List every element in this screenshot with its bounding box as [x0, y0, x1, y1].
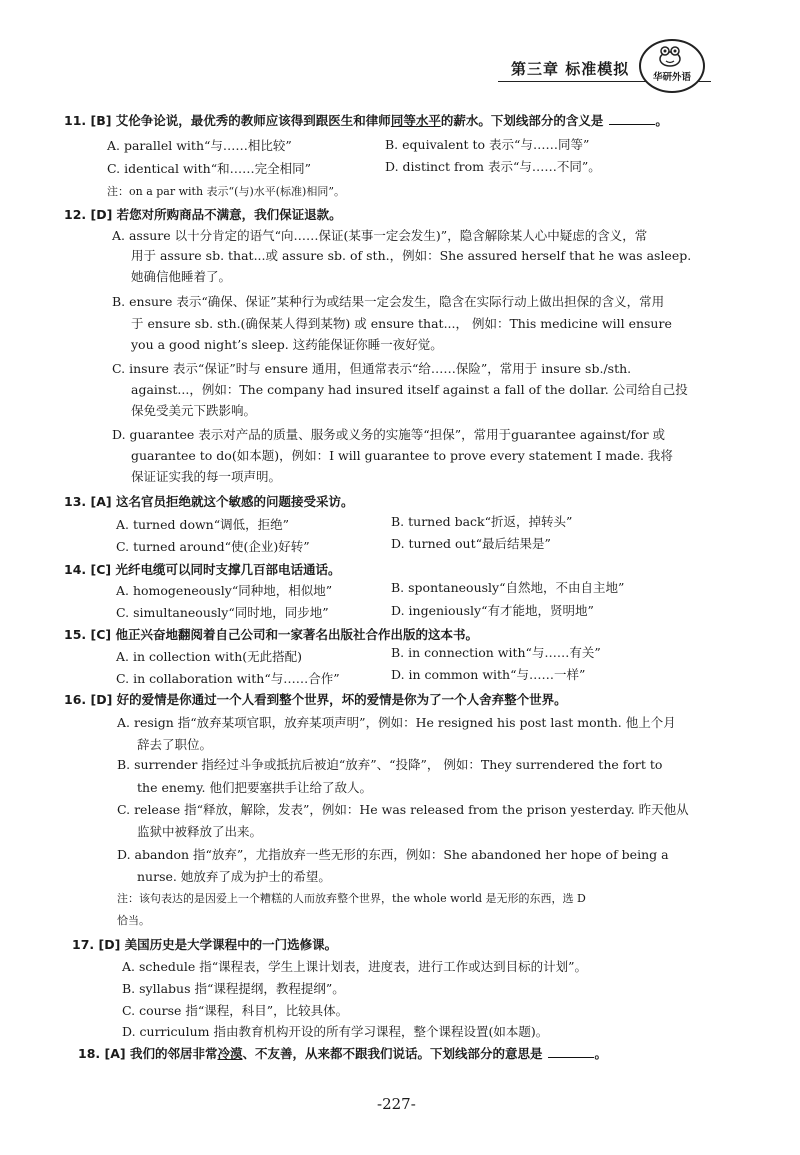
- q11-option-b: B. equivalent to 表示“与……同等”: [385, 137, 590, 152]
- q16-b-line2: the enemy. 他们把要塞拱手让给了敌人。: [137, 780, 372, 795]
- q14-option-d: D. ingeniously“有才能地，贤明地”: [391, 603, 594, 618]
- q14-option-c: C. simultaneously“同时地，同步地”: [116, 605, 329, 620]
- q12-d-line3: 保证证实我的每一项声明。: [131, 469, 282, 484]
- answer-blank: [609, 113, 655, 125]
- q16-note-line1: 注：该句表达的是因爱上一个糟糕的人而放弃整个世界，the whole world 是无形的东西，选 D: [117, 892, 586, 905]
- q15-option-a: A. in collection with(无此搭配): [116, 649, 303, 664]
- q18-underlined: 冷漠: [217, 1046, 243, 1061]
- q17-option-d: D. curriculum 指由教育机构开设的所有学习课程，整个课程设置(如本题)。: [122, 1024, 549, 1039]
- q15-option-d: D. in common with“与……一样”: [391, 667, 586, 682]
- q11-underlined: 同等水平: [390, 113, 441, 128]
- q13-option-a: A. turned down“调低，拒绝”: [116, 517, 290, 532]
- q13-option-d: D. turned out“最后结果是”: [391, 536, 551, 551]
- frog-icon: [658, 45, 682, 67]
- q16-c-line2: 监狱中被释放了出来。: [137, 824, 263, 839]
- q12-c-line2: against...，例如：The company had insured itself against a fall of the dollar. 公司给自己投: [131, 382, 688, 397]
- q11-option-c: C. identical with“和……完全相同”: [107, 161, 312, 176]
- publisher-logo: [639, 39, 705, 93]
- q13-heading: 13. [A] 这名官员拒绝就这个敏感的问题接受采访。: [64, 494, 354, 509]
- q16-a-line2: 辞去了职位。: [137, 737, 213, 752]
- q14-option-a: A. homogeneously“同种地，相似地”: [116, 583, 333, 598]
- q14-heading: 14. [C] 光纤电缆可以同时支撑几百部电话通话。: [64, 562, 341, 577]
- q15-option-c: C. in collaboration with“与……合作”: [116, 671, 340, 686]
- q11-note: 注：on a par with 表示“(与)水平(标准)相同”。: [107, 185, 345, 198]
- q13-option-c: C. turned around“使(企业)好转”: [116, 539, 310, 554]
- q11-option-d: D. distinct from 表示“与……不同”。: [385, 159, 601, 174]
- q12-a-line3: 她确信他睡着了。: [131, 269, 232, 284]
- q18-head: 18. [A] 我们的邻居非常: [78, 1046, 218, 1061]
- q12-b-line2: 于 ensure sb. sth.(确保某人得到某物) 或 ensure that...， 例如：This medicine will ensure: [131, 316, 672, 331]
- q12-c-line3: 保免受美元下跌影响。: [131, 403, 257, 418]
- q12-c-line1: C. insure 表示“保证”时与 ensure 通用，但通常表示“给……保险”，常用于 insure sb./sth.: [112, 361, 632, 376]
- page-number: -227-: [377, 1095, 416, 1113]
- q11-tail: 的薪水。下划线部分的含义是: [440, 113, 604, 128]
- q17-option-b: B. syllabus 指“课程提纲，教程提纲”。: [122, 981, 345, 996]
- q12-d-line1: D. guarantee 表示对产品的质量、服务或义务的实施等“担保”，常用于guarantee against/for 或: [112, 427, 666, 442]
- q12-a-line1: A. assure 以十分肯定的语气“向……保证(某事一定会发生)”，隐含解除某人心中疑虑的含义，常: [112, 228, 648, 243]
- q14-option-b: B. spontaneously“自然地，不由自主地”: [391, 580, 625, 595]
- q16-note-line2: 恰当。: [117, 914, 150, 927]
- q12-d-line2: guarantee to do(如本题)，例如：I will guarantee to prove every statement I made. 我将: [131, 448, 673, 463]
- q11-option-a: A. parallel with“与……相比较”: [107, 138, 292, 153]
- q11-end: 。: [655, 113, 668, 128]
- q12-b-line1: B. ensure 表示“确保、保证”某种行为或结果一定会发生，隐含在实际行动上做出担保的含义，常用: [112, 294, 665, 309]
- q17-option-a: A. schedule 指“课程表，学生上课计划表，进度表，进行工作或达到目标的计划”。: [122, 959, 588, 974]
- q16-c-line1: C. release 指“释放，解除，发表”，例如：He was released from the prison yesterday. 昨天他从: [117, 802, 689, 817]
- logo-text: 华研外语: [652, 72, 691, 83]
- q17-option-c: C. course 指“课程，科目”，比较具体。: [122, 1003, 349, 1018]
- q18-heading: [78, 1046, 607, 1062]
- q16-a-line1: A. resign 指“放弃某项官职，放弃某项声明”，例如：He resigned his post last month. 他上个月: [117, 715, 676, 730]
- chapter-title: 第三章 标准模拟: [511, 60, 630, 78]
- q11-head: 11. [B] 艾伦争论说，最优秀的教师应该得到跟医生和律师: [64, 113, 391, 128]
- q15-option-b: B. in connection with“与……有关”: [391, 645, 601, 660]
- q12-b-line3: you a good night’s sleep. 这药能保证你睡一夜好觉。: [131, 337, 443, 352]
- q17-heading: 17. [D] 美国历史是大学课程中的一门选修课。: [72, 937, 338, 952]
- q12-heading: 12. [D] 若您对所购商品不满意，我们保证退款。: [64, 207, 342, 222]
- q16-d-line2: nurse. 她放弃了成为护士的希望。: [137, 869, 331, 884]
- q11-heading: [64, 113, 668, 129]
- q13-option-b: B. turned back“折返，掉转头”: [391, 514, 573, 529]
- q15-heading: 15. [C] 他正兴奋地翻阅着自己公司和一家著名出版社合作出版的这本书。: [64, 627, 478, 642]
- q12-a-line2: 用于 assure sb. that...或 assure sb. of sth.，例如：She assured herself that he was asleep.: [131, 248, 692, 263]
- q18-end: 。: [594, 1046, 607, 1061]
- q16-d-line1: D. abandon 指“放弃”，尤指放弃一些无形的东西，例如：She abandoned her hope of being a: [117, 847, 669, 862]
- answer-blank: [548, 1046, 594, 1058]
- q18-tail: 、不友善，从来都不跟我们说话。下划线部分的意思是: [242, 1046, 543, 1061]
- q16-b-line1: B. surrender 指经过斗争或抵抗后被迫“放弃”、“投降”， 例如：They surrendered the fort to: [117, 757, 663, 772]
- q16-heading: 16. [D] 好的爱情是你通过一个人看到整个世界，坏的爱情是你为了一个人舍弃整个世界。: [64, 692, 567, 707]
